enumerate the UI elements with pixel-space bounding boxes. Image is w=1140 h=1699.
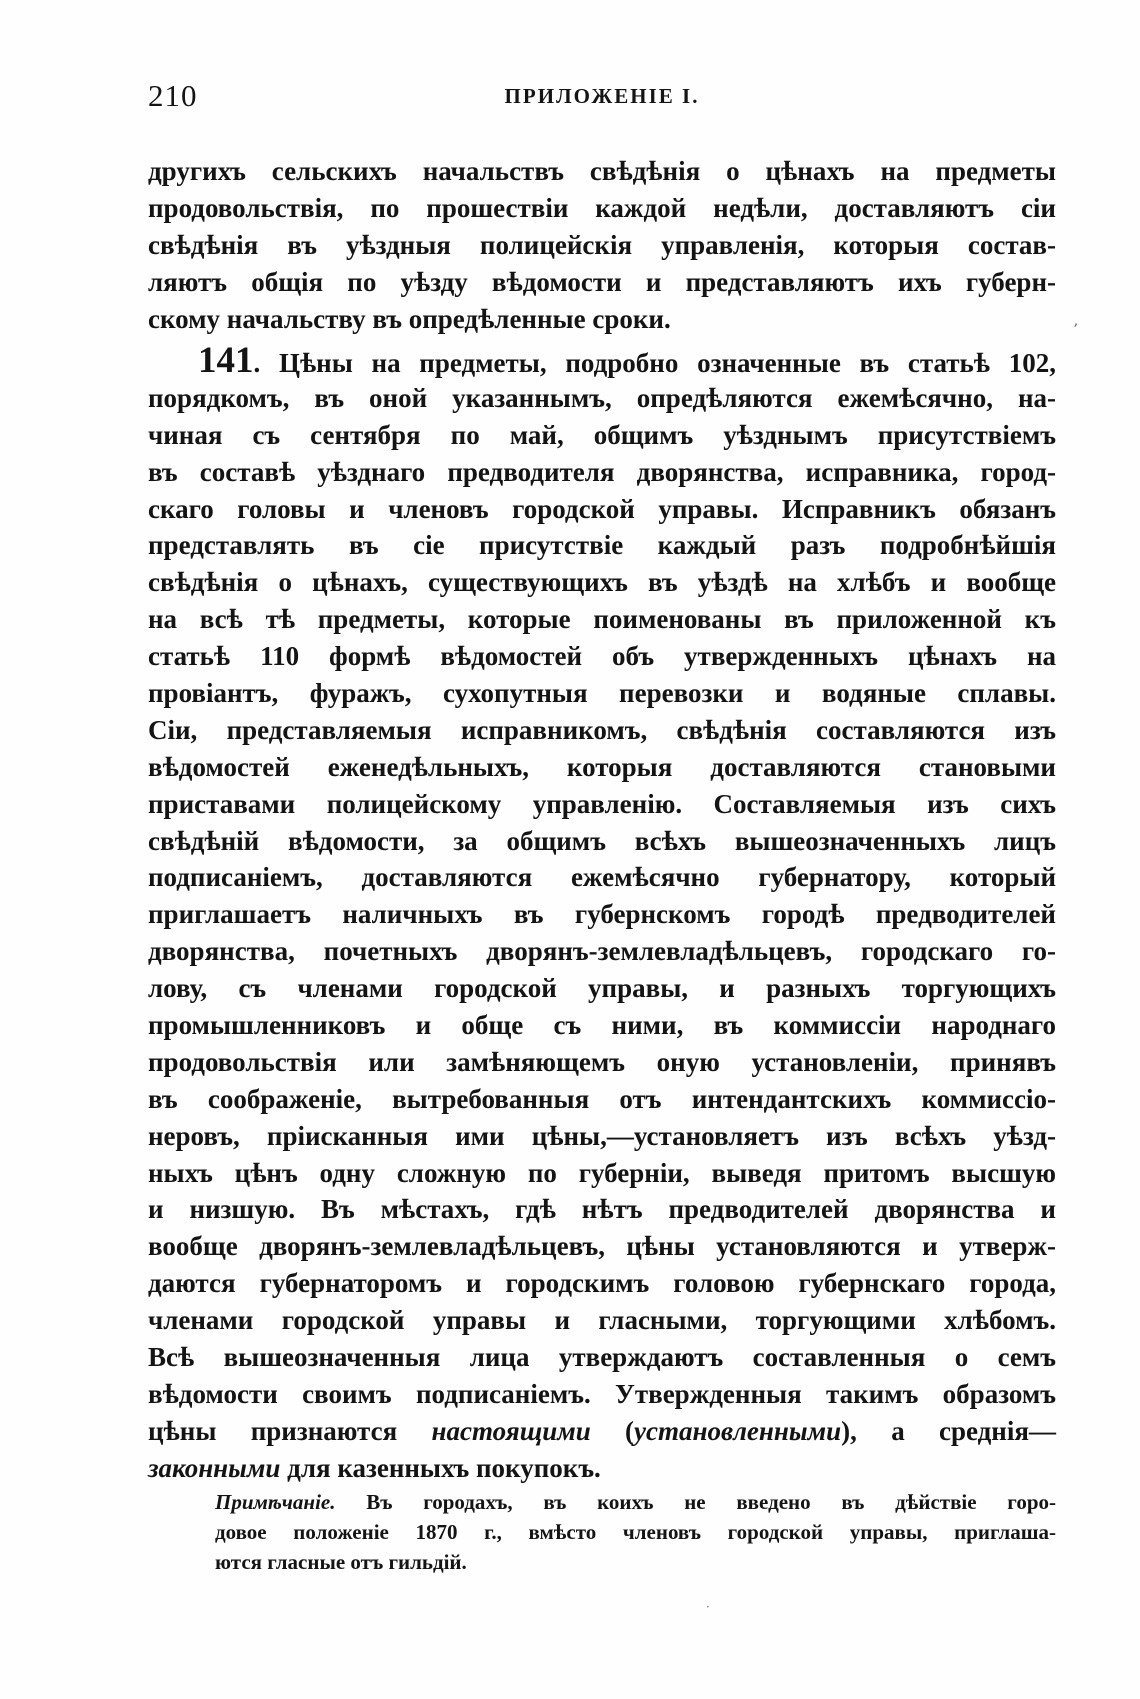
text-line: скому начальству въ опредѣленные сроки. [148, 303, 671, 334]
text-line [148, 1413, 1056, 1450]
article-number: 141 [198, 340, 254, 381]
text-line: статьѣ 110 формѣ вѣдомостей объ утвержденныхъ цѣнахъ на [148, 641, 1056, 672]
note-label: Примѣчаніе. [215, 1490, 336, 1514]
text-line: продовольствія или замѣняющемъ оную установленіи, принявъ [148, 1046, 1056, 1077]
running-title: ПРИЛОЖЕНІЕ І. [504, 84, 700, 108]
text-line: свѣдѣнія о цѣнахъ, существующихъ въ уѣздѣ на хлѣбъ и вообще [148, 567, 1056, 598]
text-line: Всѣ вышеозначенныя лица утверждаютъ составленныя о семъ [148, 1342, 1056, 1373]
article-first-line: . Цѣны на предметы, подробно означенные въ статьѣ 102, [253, 348, 1056, 378]
text-run: ), а среднія— [841, 1415, 1056, 1446]
text-line: вѣдомостей еженедѣльныхъ, которыя доставляются становыми [148, 751, 1056, 782]
text-line: ляютъ общія по уѣзду вѣдомости и представляютъ ихъ губерн- [148, 266, 1056, 297]
text-line: Сіи, представляемыя исправникомъ, свѣдѣнія составляются изъ [148, 714, 1056, 745]
text-line: свѣдѣнія въ уѣздныя полицейскія управленія, которыя состав- [148, 229, 1056, 260]
text-line: неровъ, пріисканныя ими цѣны,—установляетъ изъ всѣхъ уѣзд- [148, 1120, 1056, 1151]
text-line: свѣдѣній вѣдомости, за общимъ всѣхъ вышеозначенныхъ лицъ [148, 825, 1056, 856]
paragraph-continued [148, 153, 1056, 337]
text-line: другихъ сельскихъ начальствъ свѣдѣнія о цѣнахъ на предметы [148, 156, 1056, 186]
text-line: даются губернаторомъ и городскимъ головою губернскаго города, [148, 1268, 1056, 1299]
page-number: 210 [148, 78, 198, 113]
text-line: дворянства, почетныхъ дворянъ-землевладѣльцевъ, городскаго го- [148, 936, 1056, 967]
text-line: лову, съ членами городской управы, и разныхъ торгующихъ [148, 973, 1056, 1004]
text-line: провіантъ, фуражъ, сухопутныя перевозки и водяные сплавы. [148, 678, 1056, 709]
text-line: членами городской управы и гласными, торгующими хлѣбомъ. [148, 1305, 1056, 1336]
text-line: въ соображеніе, вытребованныя отъ интендантскихъ коммиссіо- [148, 1083, 1056, 1114]
text-line: вообще дворянъ-землевладѣльцевъ, цѣны установляются и утверж- [148, 1231, 1056, 1262]
emphasis-term: настоящими [431, 1415, 591, 1446]
text-line: довое положеніе 1870 г., вмѣсто членовъ городской управы, приглаша- [215, 1520, 1056, 1544]
emphasis-term: установленными [634, 1415, 842, 1446]
text-line: представлять въ сіе присутствіе каждый разъ подробнѣйшія [148, 530, 1056, 561]
text-line: ныхъ цѣнъ одну сложную по губерніи, выведя притомъ высшую [148, 1157, 1056, 1188]
emphasis-term: законными [148, 1452, 281, 1483]
text-run: цѣны признаются [148, 1415, 432, 1446]
page-header [148, 78, 1056, 118]
text-line: продовольствія, по прошествіи каждой недѣли, доставляютъ сіи [148, 192, 1056, 223]
text-line: вѣдомости своимъ подписаніемъ. Утвержденныя такимъ образомъ [148, 1378, 1056, 1409]
margin-mark: ʼ [1073, 322, 1078, 338]
text-line: и низшую. Въ мѣстахъ, гдѣ нѣтъ предводителей дворянства и [148, 1194, 1056, 1225]
text-line [215, 1487, 1056, 1517]
text-line [148, 1450, 1056, 1487]
scan-speck: · [706, 1600, 710, 1614]
text-run: для казенныхъ покупокъ. [280, 1452, 601, 1483]
text-line: на всѣ тѣ предметы, которые поименованы въ приложенной къ [148, 604, 1056, 635]
text-line: въ составѣ уѣзднаго предводителя дворянства, исправника, город- [148, 456, 1056, 487]
text-line: скаго головы и членовъ городской управы. Исправникъ обязанъ [148, 493, 1056, 524]
text-line [148, 340, 1056, 381]
text-line: чиная съ сентября по май, общимъ уѣзднымъ присутствіемъ [148, 419, 1056, 450]
text-run: ( [590, 1415, 635, 1446]
text-line: промышленниковъ и обще съ ними, въ коммиссіи народнаго [148, 1010, 1056, 1041]
text-line: приглашаетъ наличныхъ въ губернскомъ городѣ предводителей [148, 899, 1056, 930]
text-line: ются гласные отъ гильдій. [215, 1550, 467, 1574]
article-141 [148, 340, 1056, 1487]
text-line: приставами полицейскому управленію. Составляемыя изъ сихъ [148, 788, 1056, 819]
text-line: подписаніемъ, доставляются ежемѣсячно губернатору, который [148, 862, 1056, 893]
footnote [215, 1487, 1056, 1577]
text-line: порядкомъ, въ оной указаннымъ, опредѣляются ежемѣсячно, на- [148, 382, 1056, 413]
text-run: Въ городахъ, въ коихъ не введено въ дѣйствіе горо- [335, 1490, 1056, 1514]
